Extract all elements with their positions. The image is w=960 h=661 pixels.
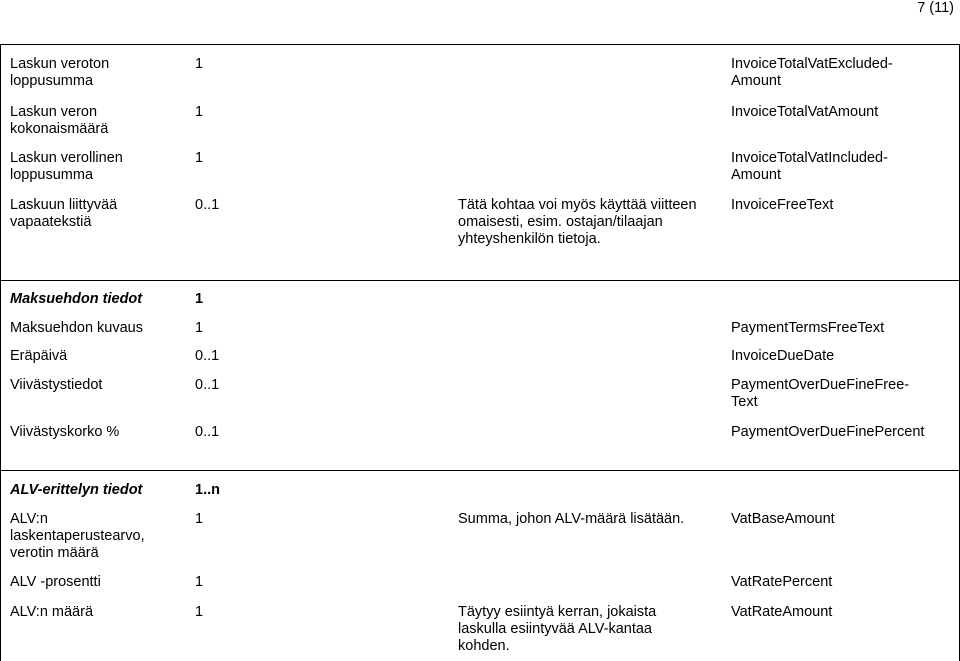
- divider-payment-top: [0, 280, 960, 281]
- row-description: [458, 197, 697, 248]
- row-cardinality: 0..1: [195, 424, 220, 440]
- row-element: [731, 56, 893, 90]
- section-cardinality: 1..n: [195, 482, 220, 498]
- row-element-line: PaymentOverDueFineFree-: [731, 377, 910, 393]
- row-element-line: Text: [731, 394, 758, 410]
- row-name: [10, 150, 123, 184]
- row-element: InvoiceTotalVatAmount: [731, 104, 879, 120]
- row-name: [10, 104, 108, 138]
- row-description: [458, 604, 656, 655]
- row-name-line: Laskun verollinen: [10, 150, 123, 166]
- row-element: [731, 150, 888, 184]
- table-border-top: [0, 44, 960, 45]
- row-element: VatBaseAmount: [731, 511, 835, 527]
- row-description-line: Täytyy esiintyä kerran, jokaista: [458, 604, 657, 620]
- row-element-line: Amount: [731, 167, 781, 183]
- row-description-line: laskulla esiintyvää ALV-kantaa: [458, 621, 652, 637]
- section-title: ALV-erittelyn tiedot: [10, 482, 143, 498]
- row-element: PaymentTermsFreeText: [731, 320, 885, 336]
- row-name: ALV:n määrä: [10, 604, 94, 620]
- row-name-line: kokonaismäärä: [10, 121, 109, 137]
- table-border-left: [0, 44, 1, 661]
- row-description-line: Tätä kohtaa voi myös käyttää viitteen: [458, 197, 697, 213]
- row-name-line: vapaatekstiä: [10, 214, 92, 230]
- row-name: Eräpäivä: [10, 348, 68, 364]
- row-element: VatRateAmount: [731, 604, 833, 620]
- row-element: PaymentOverDueFinePercent: [731, 424, 925, 440]
- row-cardinality: 1: [195, 511, 204, 527]
- row-name-line: Laskuun liittyvää: [10, 197, 118, 213]
- row-cardinality: 1: [195, 320, 204, 336]
- row-cardinality: 1: [195, 56, 204, 72]
- row-cardinality: 1: [195, 104, 204, 120]
- row-name-line: Laskun veroton: [10, 56, 110, 72]
- row-name: Viivästyskorko %: [10, 424, 120, 440]
- row-description: Summa, johon ALV-määrä lisätään.: [458, 511, 685, 527]
- row-cardinality: 1: [195, 574, 204, 590]
- row-element: InvoiceDueDate: [731, 348, 835, 364]
- section-title: Maksuehdon tiedot: [10, 291, 143, 307]
- row-name: Viivästystiedot: [10, 377, 103, 393]
- row-cardinality: 1: [195, 604, 204, 620]
- row-name-line: Laskun veron: [10, 104, 98, 120]
- row-name-line: ALV:n: [10, 511, 48, 527]
- row-element: [731, 377, 909, 411]
- row-name-line: loppusumma: [10, 73, 94, 89]
- row-element-line: Amount: [731, 73, 781, 89]
- row-cardinality: 0..1: [195, 377, 220, 393]
- row-description-line: omaisesti, esim. ostajan/tilaajan: [458, 214, 663, 230]
- row-name-line: laskentaperustearvo,: [10, 528, 145, 544]
- row-name-line: loppusumma: [10, 167, 94, 183]
- section-cardinality: 1: [195, 291, 204, 307]
- row-cardinality: 1: [195, 150, 204, 166]
- row-name: ALV -prosentti: [10, 574, 101, 590]
- row-name: [10, 197, 117, 231]
- row-name: [10, 511, 145, 562]
- row-element-line: InvoiceTotalVatExcluded-: [731, 56, 893, 72]
- row-element: VatRatePercent: [731, 574, 833, 590]
- row-cardinality: 0..1: [195, 197, 220, 213]
- row-description-line: yhteyshenkilön tietoja.: [458, 231, 601, 247]
- row-name: Maksuehdon kuvaus: [10, 320, 143, 336]
- divider-payment-bottom: [0, 470, 960, 471]
- row-element: InvoiceFreeText: [731, 197, 834, 213]
- row-name: [10, 56, 109, 90]
- row-description-line: kohden.: [458, 638, 510, 654]
- row-name-line: verotin määrä: [10, 545, 99, 561]
- row-element-line: InvoiceTotalVatIncluded-: [731, 150, 888, 166]
- page-number: 7 (11): [917, 0, 954, 16]
- row-cardinality: 0..1: [195, 348, 220, 364]
